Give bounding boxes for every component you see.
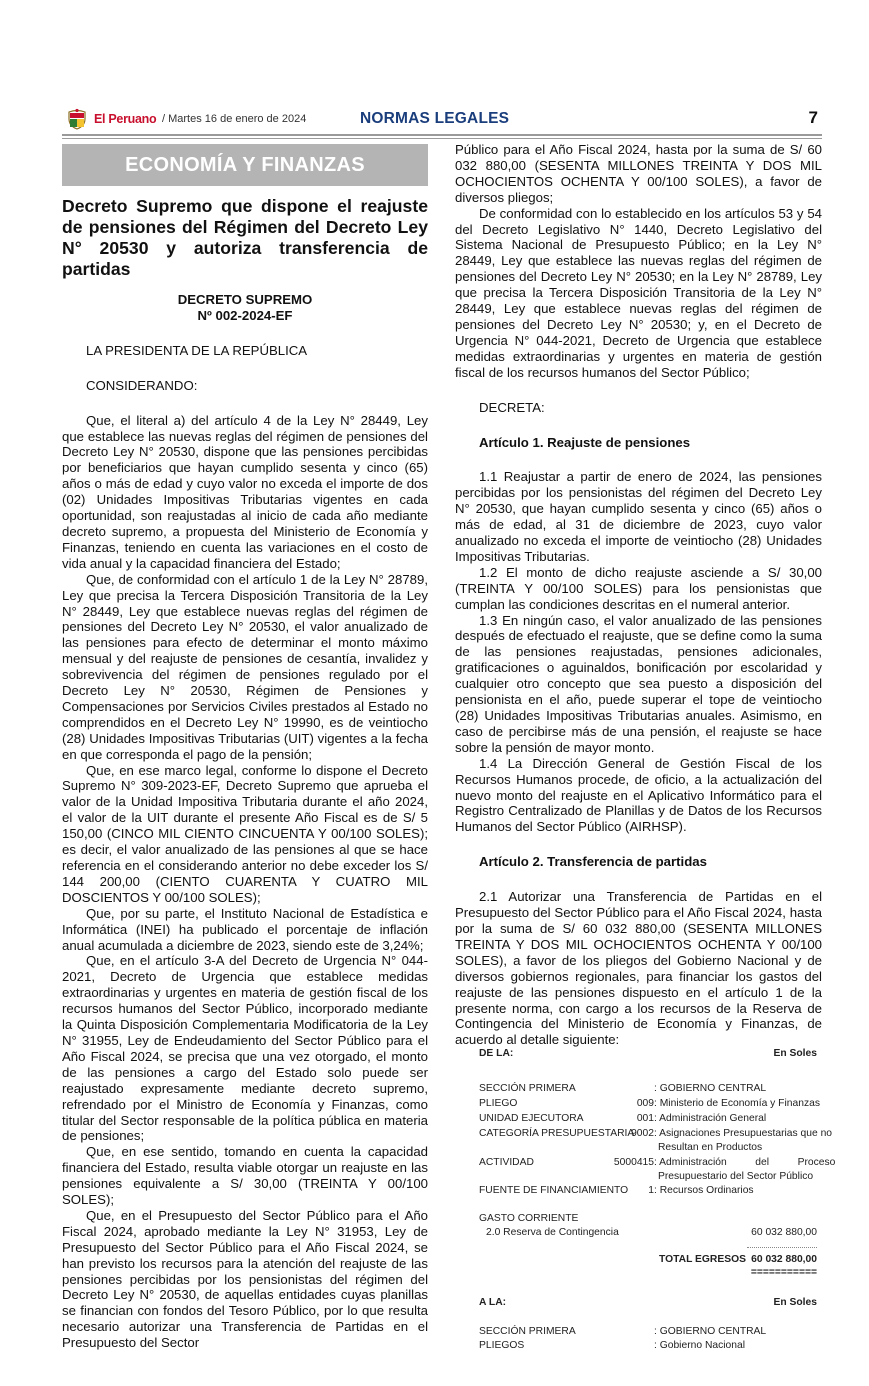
page-number: 7 — [808, 108, 818, 127]
total-separator — [747, 1247, 817, 1248]
issue-date: / Martes 16 de enero de 2024 — [162, 113, 307, 125]
article-2-heading: Artículo 2. Transferencia de partidas — [479, 854, 707, 870]
budget-row-label: UNIDAD EJECUTORA — [479, 1113, 584, 1124]
article-paragraph: 1.3 En ningún caso, el valor anualizado de las pensiones después de efectuado el reajuste, que se define como la suma de las pensiones reajustadas, pensiones adicionales, gratificaciones o aguinaldos, bonificación por escolaridad y cualquier otro concepto que sea puesto a disposición del pensionista en el año, puede superar el tope de veintiocho (28) Unidades Impositivas Tributarias anuales. Asimismo, en caso de percibirse más de una pensión, el reajuste se hace sobre la pensión de mayor monto. — [455, 612, 822, 755]
budget-row-label: PLIEGOS — [479, 1340, 525, 1351]
decree-number: Nº 002-2024-EF — [197, 307, 293, 323]
reserva-label: 2.0 Reserva de Contingencia — [486, 1227, 619, 1238]
budget-row — [479, 1097, 820, 1110]
a-la-label: A LA: — [479, 1297, 507, 1308]
section-banner: ECONOMÍA Y FINANZAS — [62, 144, 428, 186]
reserva-amount: 60 032 880,00 — [751, 1227, 817, 1238]
budget-row — [479, 1127, 833, 1140]
gasto-corriente-label: GASTO CORRIENTE — [479, 1213, 579, 1224]
newspaper-name: El Peruano — [94, 112, 157, 126]
reserva-row — [479, 1226, 817, 1239]
president-line: LA PRESIDENTA DE LA REPÚBLICA — [86, 342, 308, 358]
considerando-label: CONSIDERANDO: — [86, 377, 198, 393]
budget-row-value: Resultan en Productos — [658, 1142, 763, 1153]
budget-row-value: : GOBIERNO CENTRAL — [654, 1326, 767, 1337]
budget-row-label: PLIEGO — [479, 1098, 518, 1109]
budget-header-row — [479, 1047, 817, 1060]
budget-row-label: CATEGORÍA PRESUPUESTARIA — [479, 1128, 635, 1139]
budget-row-code: 5000415 — [613, 1157, 654, 1168]
budget-row — [479, 1339, 817, 1352]
budget-row-label: ACTIVIDAD — [479, 1157, 534, 1168]
legal-basis-paragraph: De conformidad con lo establecido en los artículos 53 y 54 del Decreto Legislativo N° 1440, Decreto Legislativo del Sistema Nacional de Presupuesto Público; en la Ley N° 28449, Ley que establece las nuevas reglas del régimen de pensiones del Decreto Ley N° 20530; en la Ley N° 28789, Ley que precisa la Tercera Disposición Transitoria de la Ley N° 28449, Ley que establece nuevas reglas del régimen de pensiones del Decreto Ley N° 20530; y, en el Decreto de Urgencia N° 044-2021, Decreto de Urgencia que establece medidas extraordinarias y urgentes en materia de gestión fiscal de los recursos humanos del Sector Público; — [455, 205, 822, 380]
article-paragraph: 1.2 El monto de dicho reajuste asciende a S/ 30,00 (TREINTA Y 00/100 SOLES) para los pensionistas que cumplan las condiciones descritas en el numeral anterior. — [455, 564, 822, 612]
budget-row-label: SECCIÓN PRIMERA — [479, 1083, 576, 1094]
total-amount: 60 032 880,00 — [751, 1254, 817, 1265]
budget-row-value: : Asignaciones Presupuestarias que no — [654, 1128, 833, 1139]
budget-row — [479, 1184, 817, 1197]
budget-row — [479, 1082, 817, 1095]
total-row — [479, 1253, 817, 1266]
currency-label: En Soles — [773, 1297, 817, 1308]
total-rule-row — [479, 1266, 817, 1279]
section-name: NORMAS LEGALES — [360, 110, 510, 127]
budget-header-row — [479, 1296, 817, 1309]
currency-label: En Soles — [773, 1048, 817, 1059]
double-rule: =========== — [750, 1267, 817, 1278]
budget-row-value: : Administración del Proceso — [654, 1157, 836, 1168]
decree-title: Decreto Supremo que dispone el reajuste de pensiones del Régimen del Decreto Ley N° 20530 y autoriza transferencia de partidas — [62, 196, 428, 279]
considerando-paragraph: Que, en el artículo 3-A del Decreto de Urgencia N° 044-2021, Decreto de Urgencia que establece medidas extraordinarias y urgentes en materia de gestión fiscal de los recursos humanos del Sector Público, incorporado mediante la Quinta Disposición Complementaria Modificatoria de la Ley N° 31955, Ley de Endeudamiento del Sector Público para el Año Fiscal 2024, se precisa que una vez otorgado, el monto de las pensiones a cargo del Estado solo puede ser reajustado expresamente mediante decreto supremo, refrendado por el Ministro de Economía y Finanzas, como titular del Sector responsable de la política pública en materia de pensiones; — [62, 953, 428, 1144]
budget-row-value: Presupuestario del Sector Público — [658, 1171, 814, 1182]
budget-row-label: SECCIÓN PRIMERA — [479, 1326, 576, 1337]
considerando-paragraph: Que, de conformidad con el artículo 1 de la Ley N° 28789, Ley que precisa la Tercera Disposición Transitoria de la Ley N° 28449, Ley que establece nuevas reglas del régimen de pensiones del Decreto Ley N° 20530, el valor anualizado de las pensiones para efecto de determinar el monto máximo mensual y del reajuste de pensiones de cesantía, invalidez y sobrevivencia del régimen de pensiones regulado por el Decreto Ley N° 20530, Régimen de Pensiones y Compensaciones por Servicios Civiles prestados al Estado no comprendidos en el Decreto Ley N° 19990, es de veintiocho (28) Unidades Impositivas Tributarias (UIT) vigentes a la fecha en que corresponda el pago de la pensión; — [62, 571, 428, 762]
budget-row-code: 9002 — [631, 1128, 654, 1139]
considerando-paragraph: Que, por su parte, el Instituto Nacional de Estadística e Informática (INEI) ha publicado el porcentaje de inflación anual acumulada a diciembre de 2023, siendo este de 3,24%; — [62, 905, 428, 953]
article-paragraph: 1.1 Reajustar a partir de enero de 2024, las pensiones percibidas por los pensionistas del régimen del Decreto Ley N° 20530, que hayan cumplido sesenta y cinco (65) años o más de edad, al 31 de diciembre de 2023, cuyo valor anualizado no exceda el importe de veintiocho (28) Unidades Impositivas Tributarias. — [455, 469, 822, 564]
budget-row — [479, 1325, 817, 1338]
header-rule — [62, 134, 822, 136]
considerando-paragraph: Que, el literal a) del artículo 4 de la Ley N° 28449, Ley que establece las nuevas reglas del régimen de pensiones del Decreto Ley N° 20530, dispone que las pensiones percibidas por beneficiarios que hayan cumplido sesenta y cinco (65) años o más de edad y cuyo valor no exceda el importe de dos (02) Unidades Impositivas Tributarias vigentes en cada oportunidad, son reajustadas al inicio de cada año mediante decreto supremo, a propuesta del Ministerio de Economía y Finanzas, teniendo en cuenta las variaciones en el costo de vida anual y la capacidad financiera del Estado; — [62, 412, 428, 571]
considerando-paragraph: Que, en el Presupuesto del Sector Público para el Año Fiscal 2024, aprobado mediante la Ley N° 31953, Ley de Presupuesto del Sector Público para el Año Fiscal 2024, se han previsto los recursos para la atención del reajuste de las pensiones percibidas por los pensionistas del régimen del Decreto Ley N° 20530, de aquellas entidades cuyas planillas se financian con fondos del Tesoro Público, por lo que resulta necesario autorizar una Transferencia de Partidas en el Presupuesto del Sector — [62, 1207, 428, 1351]
considerando-paragraph: Que, en ese sentido, tomando en cuenta la capacidad financiera del Estado, resulta viable otorgar un reajuste en las pensiones equivalente a S/ 30,00 (TREINTA Y 00/100 SOLES); — [62, 1144, 428, 1208]
article-paragraph: 2.1 Autorizar una Transferencia de Partidas en el Presupuesto del Sector Público para el Año Fiscal 2024, hasta por la suma de S/ 60 032 880,00 (SESENTA MILLONES TREINTA Y DOS MIL OCHOCIENTOS OCHENTA Y 00/100 SOLES), a favor de los pliegos del Gobierno Nacional y de diversos gobiernos regionales, para financiar los gastos del reajuste de las pensiones dispuesto en el artículo 1 de la presente norma, con cargo a los recursos de la Reserva de Contingencia del Ministerio de Economía y Finanzas, de acuerdo al detalle siguiente: — [455, 889, 822, 1048]
budget-row-code: 009 — [636, 1098, 654, 1109]
de-la-label: DE LA: — [479, 1048, 514, 1059]
gasto-corriente-row — [479, 1212, 817, 1225]
total-label: TOTAL EGRESOS — [659, 1254, 746, 1265]
left-column — [62, 144, 428, 1351]
decree-label: DECRETO SUPREMO — [177, 292, 313, 307]
budget-row-label: FUENTE DE FINANCIAMIENTO — [479, 1185, 629, 1196]
budget-row-code: 001 — [636, 1113, 654, 1124]
budget-row-value: : GOBIERNO CENTRAL — [654, 1083, 767, 1094]
article-paragraph: 1.4 La Dirección General de Gestión Fiscal de los Recursos Humanos procede, de oficio, a la actualización del nuevo monto del reajuste en el Aplicativo Informático para el Registro Centralizado de Planillas y de Datos de los Recursos Humanos del Sector Público (AIRHSP). — [455, 755, 822, 835]
coat-of-arms-icon — [66, 108, 88, 130]
considerando-paragraph-continued: Público para el Año Fiscal 2024, hasta por la suma de S/ 60 032 880,00 (SESENTA MILLONES TREINTA Y DOS MIL OCHOCIENTOS OCHENTA Y 00/100 SOLES), a favor de diversos pliegos; — [455, 142, 822, 205]
budget-row — [479, 1112, 817, 1125]
budget-row — [479, 1156, 836, 1169]
article-1-heading: Artículo 1. Reajuste de pensiones — [479, 434, 691, 450]
budget-row-value: : Recursos Ordinarios — [654, 1185, 754, 1196]
budget-row-value: : Administración General — [654, 1113, 767, 1124]
budget-row — [479, 1141, 817, 1154]
budget-row-value: : Gobierno Nacional — [654, 1340, 746, 1351]
right-column — [455, 142, 822, 1048]
considerando-paragraph: Que, en ese marco legal, conforme lo dispone el Decreto Supremo N° 309-2023-EF, Decreto Supremo que aprueba el valor de la Unidad Impositiva Tributaria durante el año 2024, el valor de la UIT durante el presente Año Fiscal es de S/ 5 150,00 (CINCO MIL CIENTO CINCUENTA Y 00/100 SOLES); es decir, el valor anualizado de las pensiones al que se hace referencia en el considerando anterior no debe exceder los S/ 144 200,00 (CIENTO CUARENTA Y CUATRO MIL DOSCIENTOS Y 00/100 SOLES); — [62, 762, 428, 905]
header-rule — [62, 138, 822, 139]
budget-row — [479, 1170, 817, 1183]
budget-row-value: : Ministerio de Economía y Finanzas — [654, 1098, 820, 1109]
budget-row-code: 1 — [648, 1185, 654, 1196]
masthead — [62, 104, 822, 134]
decreta-label: DECRETA: — [479, 399, 545, 415]
